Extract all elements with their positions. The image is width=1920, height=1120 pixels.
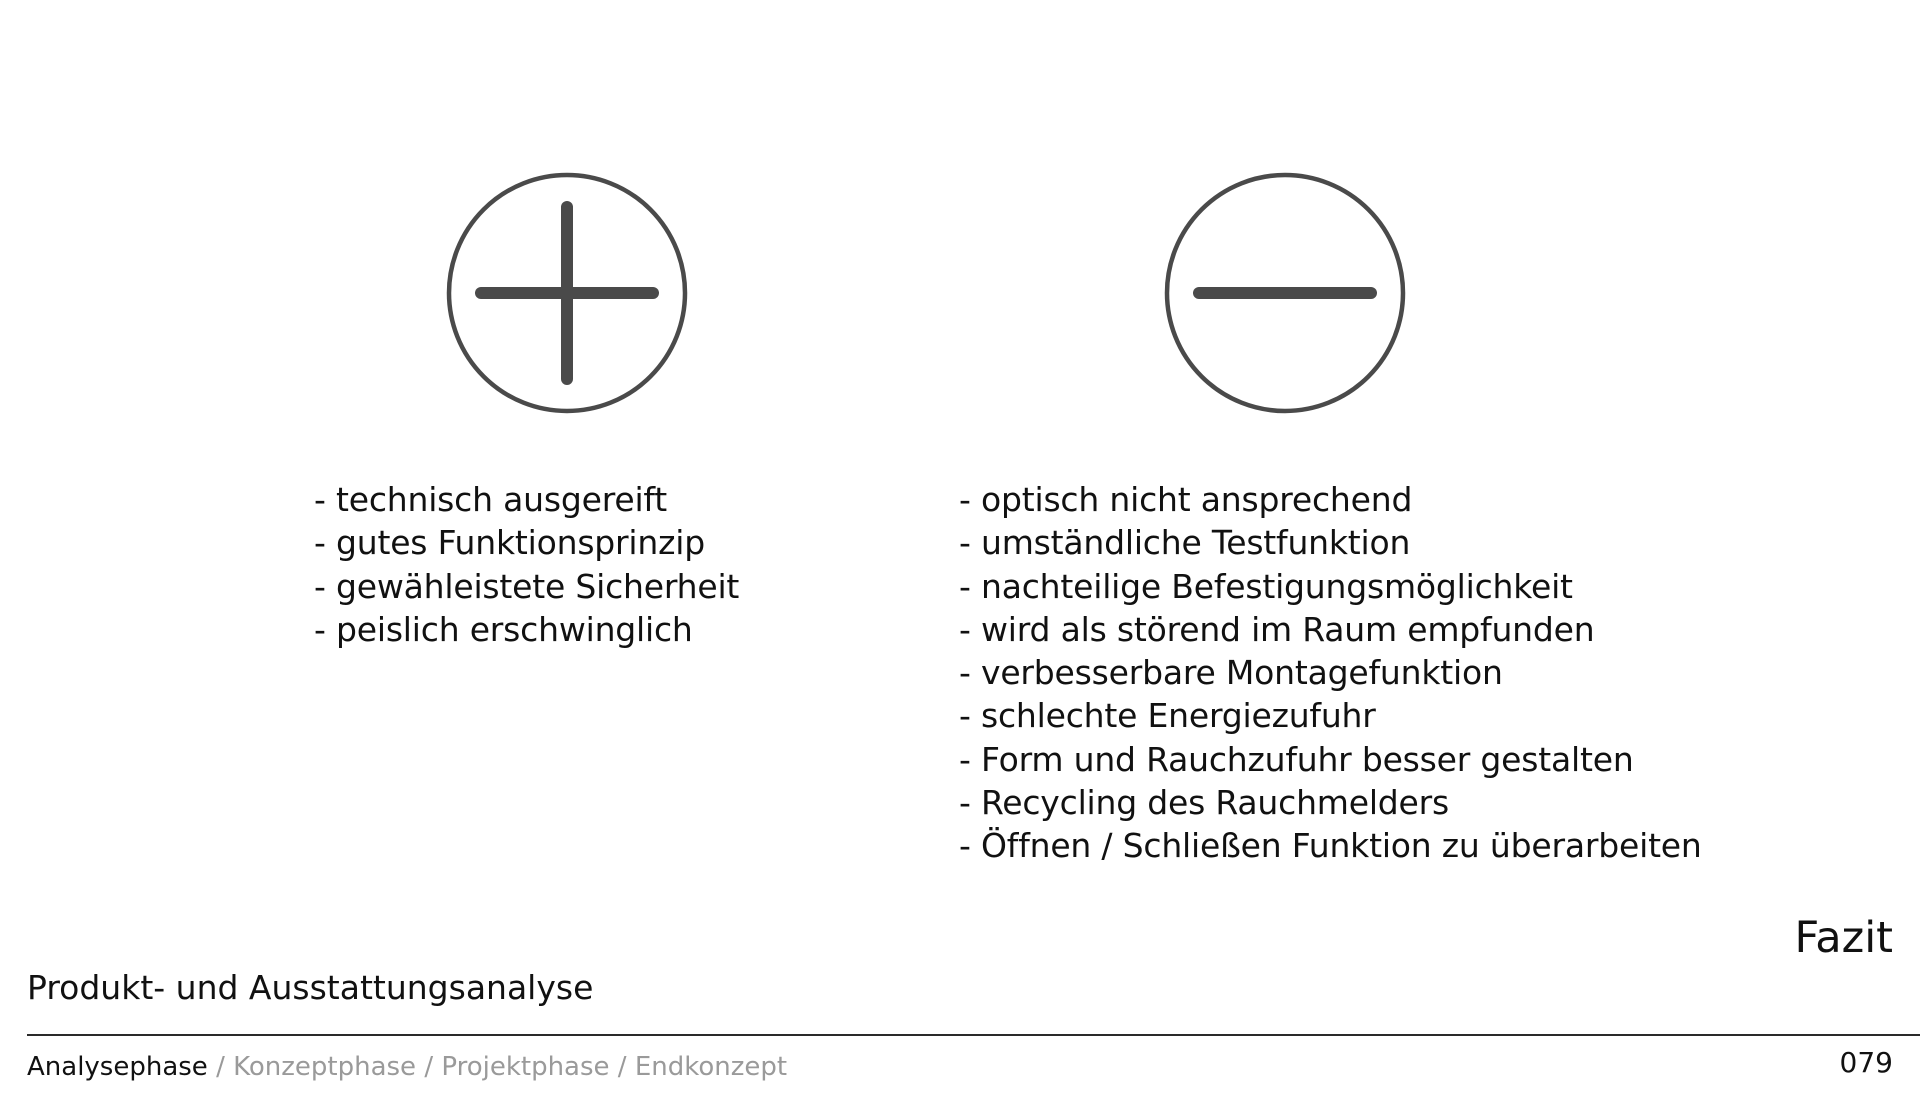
breadcrumb-analysephase[interactable]: Analysephase: [27, 1052, 208, 1082]
pros-item: - peislich erschwinglich: [314, 609, 693, 649]
breadcrumb-separator: /: [207, 1052, 234, 1082]
pros-item: - gutes Funktionsprinzip: [314, 523, 705, 563]
cons-item: - Öffnen / Schließen Funktion zu überarbeiten: [959, 826, 1702, 866]
cons-item: - umständliche Testfunktion: [959, 523, 1411, 563]
pros-item: - technisch ausgereift: [314, 480, 667, 519]
page-number: 079: [1839, 1046, 1893, 1079]
breadcrumb-konzeptphase[interactable]: Konzeptphase: [233, 1052, 417, 1082]
breadcrumb-endkonzept[interactable]: Endkonzept: [634, 1052, 788, 1082]
breadcrumb-separator: /: [416, 1052, 442, 1082]
cons-list: [959, 478, 1702, 868]
divider: [27, 1034, 1920, 1036]
minus-circle-icon: [1163, 171, 1407, 415]
cons-item: - verbesserbare Montagefunktion: [959, 653, 1503, 693]
cons-item: - nachteilige Befestigungsmöglichkeit: [959, 566, 1573, 606]
section-title: Fazit: [1794, 913, 1893, 963]
breadcrumb-separator: /: [609, 1052, 635, 1082]
breadcrumb-projektphase[interactable]: Projektphase: [441, 1052, 610, 1082]
cons-item: - wird als störend im Raum empfunden: [959, 609, 1595, 649]
cons-item: - Form und Rauchzufuhr besser gestalten: [959, 739, 1634, 779]
plus-circle-icon: [445, 171, 689, 415]
pros-item: - gewähleistete Sicherheit: [314, 566, 740, 606]
pros-list: [314, 478, 739, 651]
cons-item: - schlechte Energiezufuhr: [959, 696, 1376, 736]
cons-item: - optisch nicht ansprechend: [959, 480, 1413, 519]
breadcrumb: [27, 1052, 787, 1082]
cons-item: - Recycling des Rauchmelders: [959, 783, 1450, 823]
document-title: Produkt- und Ausstattungsanalyse: [27, 968, 594, 1007]
